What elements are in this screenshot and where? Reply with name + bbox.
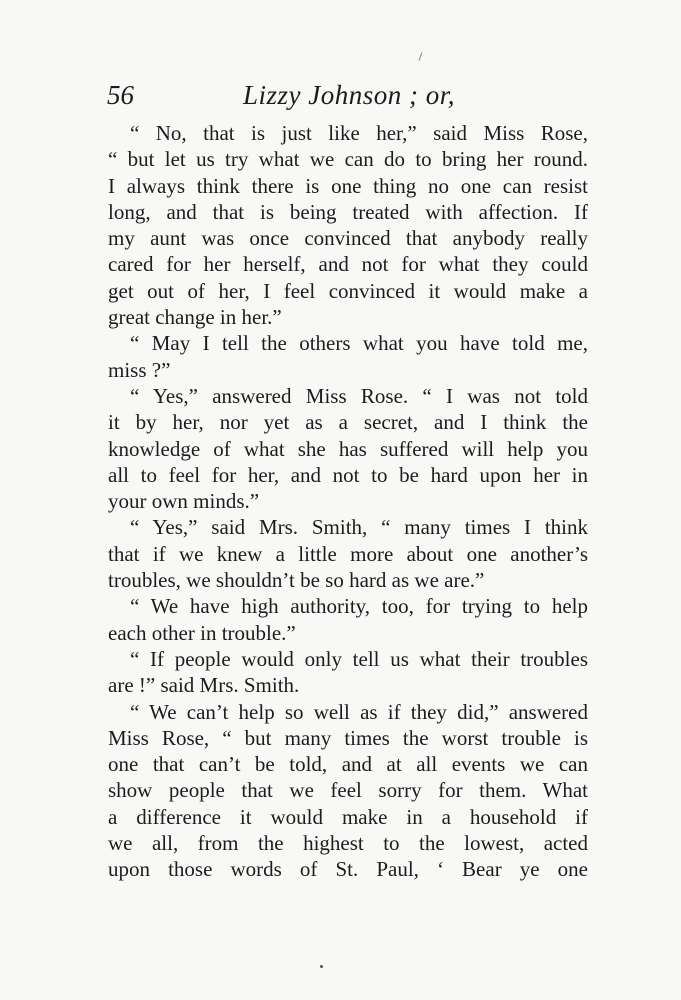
- text-line: “ We can’t help so well as if they did,” answered: [130, 699, 588, 724]
- page-speck: [320, 965, 323, 968]
- page-number: 56: [107, 80, 134, 110]
- text-line: “ but let us try what we can do to bring her round.: [108, 147, 588, 172]
- text-line: Miss Rose, “ but many times the worst trouble is: [108, 725, 588, 750]
- text-line: my aunt was once convinced that anybody really: [108, 226, 588, 251]
- text-line: long, and that is being treated with affection. If: [108, 199, 588, 224]
- text-line: “ Yes,” said Mrs. Smith, “ many times I think: [130, 515, 588, 540]
- text-line: that if we knew a little more about one another’s: [108, 541, 588, 566]
- text-line: upon those words of St. Paul, ‘ Bear ye one: [108, 857, 588, 882]
- text-line: “ Yes,” answered Miss Rose. “ I was not told: [130, 383, 588, 408]
- text-line: “ If people would only tell us what their troubles: [130, 646, 588, 671]
- text-line: “ No, that is just like her,” said Miss Rose,: [130, 121, 588, 145]
- text-line: cared for her herself, and not for what they could: [108, 252, 588, 277]
- text-line: miss ?”: [108, 357, 171, 382]
- running-head: [107, 80, 587, 120]
- text-line: knowledge of what she has suffered will help you: [108, 436, 588, 461]
- text-line: get out of her, I feel convinced it would make a: [108, 278, 588, 303]
- text-line: your own minds.”: [108, 489, 260, 514]
- running-title: Lizzy Johnson ; or,: [243, 80, 456, 110]
- text-line: troubles, we shouldn’t be so hard as we are.”: [108, 568, 485, 593]
- text-line: one that can’t be told, and at all events we can: [108, 752, 588, 777]
- text-line: each other in trouble.”: [108, 620, 296, 645]
- body-text: [108, 120, 588, 883]
- text-line: I always think there is one thing no one can resist: [108, 173, 588, 198]
- text-line: “ We have high authority, too, for trying to help: [130, 594, 588, 619]
- text-line: show people that we feel sorry for them. What: [108, 778, 588, 803]
- text-line: “ May I tell the others what you have told me,: [130, 331, 588, 356]
- text-line: great change in her.”: [108, 305, 282, 330]
- text-line: a difference it would make in a household if: [108, 804, 588, 829]
- text-line: all to feel for her, and not to be hard upon her in: [108, 462, 588, 487]
- text-line: it by her, nor yet as a secret, and I think the: [108, 410, 588, 435]
- text-line: are !” said Mrs. Smith.: [108, 673, 300, 698]
- pencil-mark: [418, 52, 422, 61]
- text-line: we all, from the highest to the lowest, acted: [108, 831, 588, 856]
